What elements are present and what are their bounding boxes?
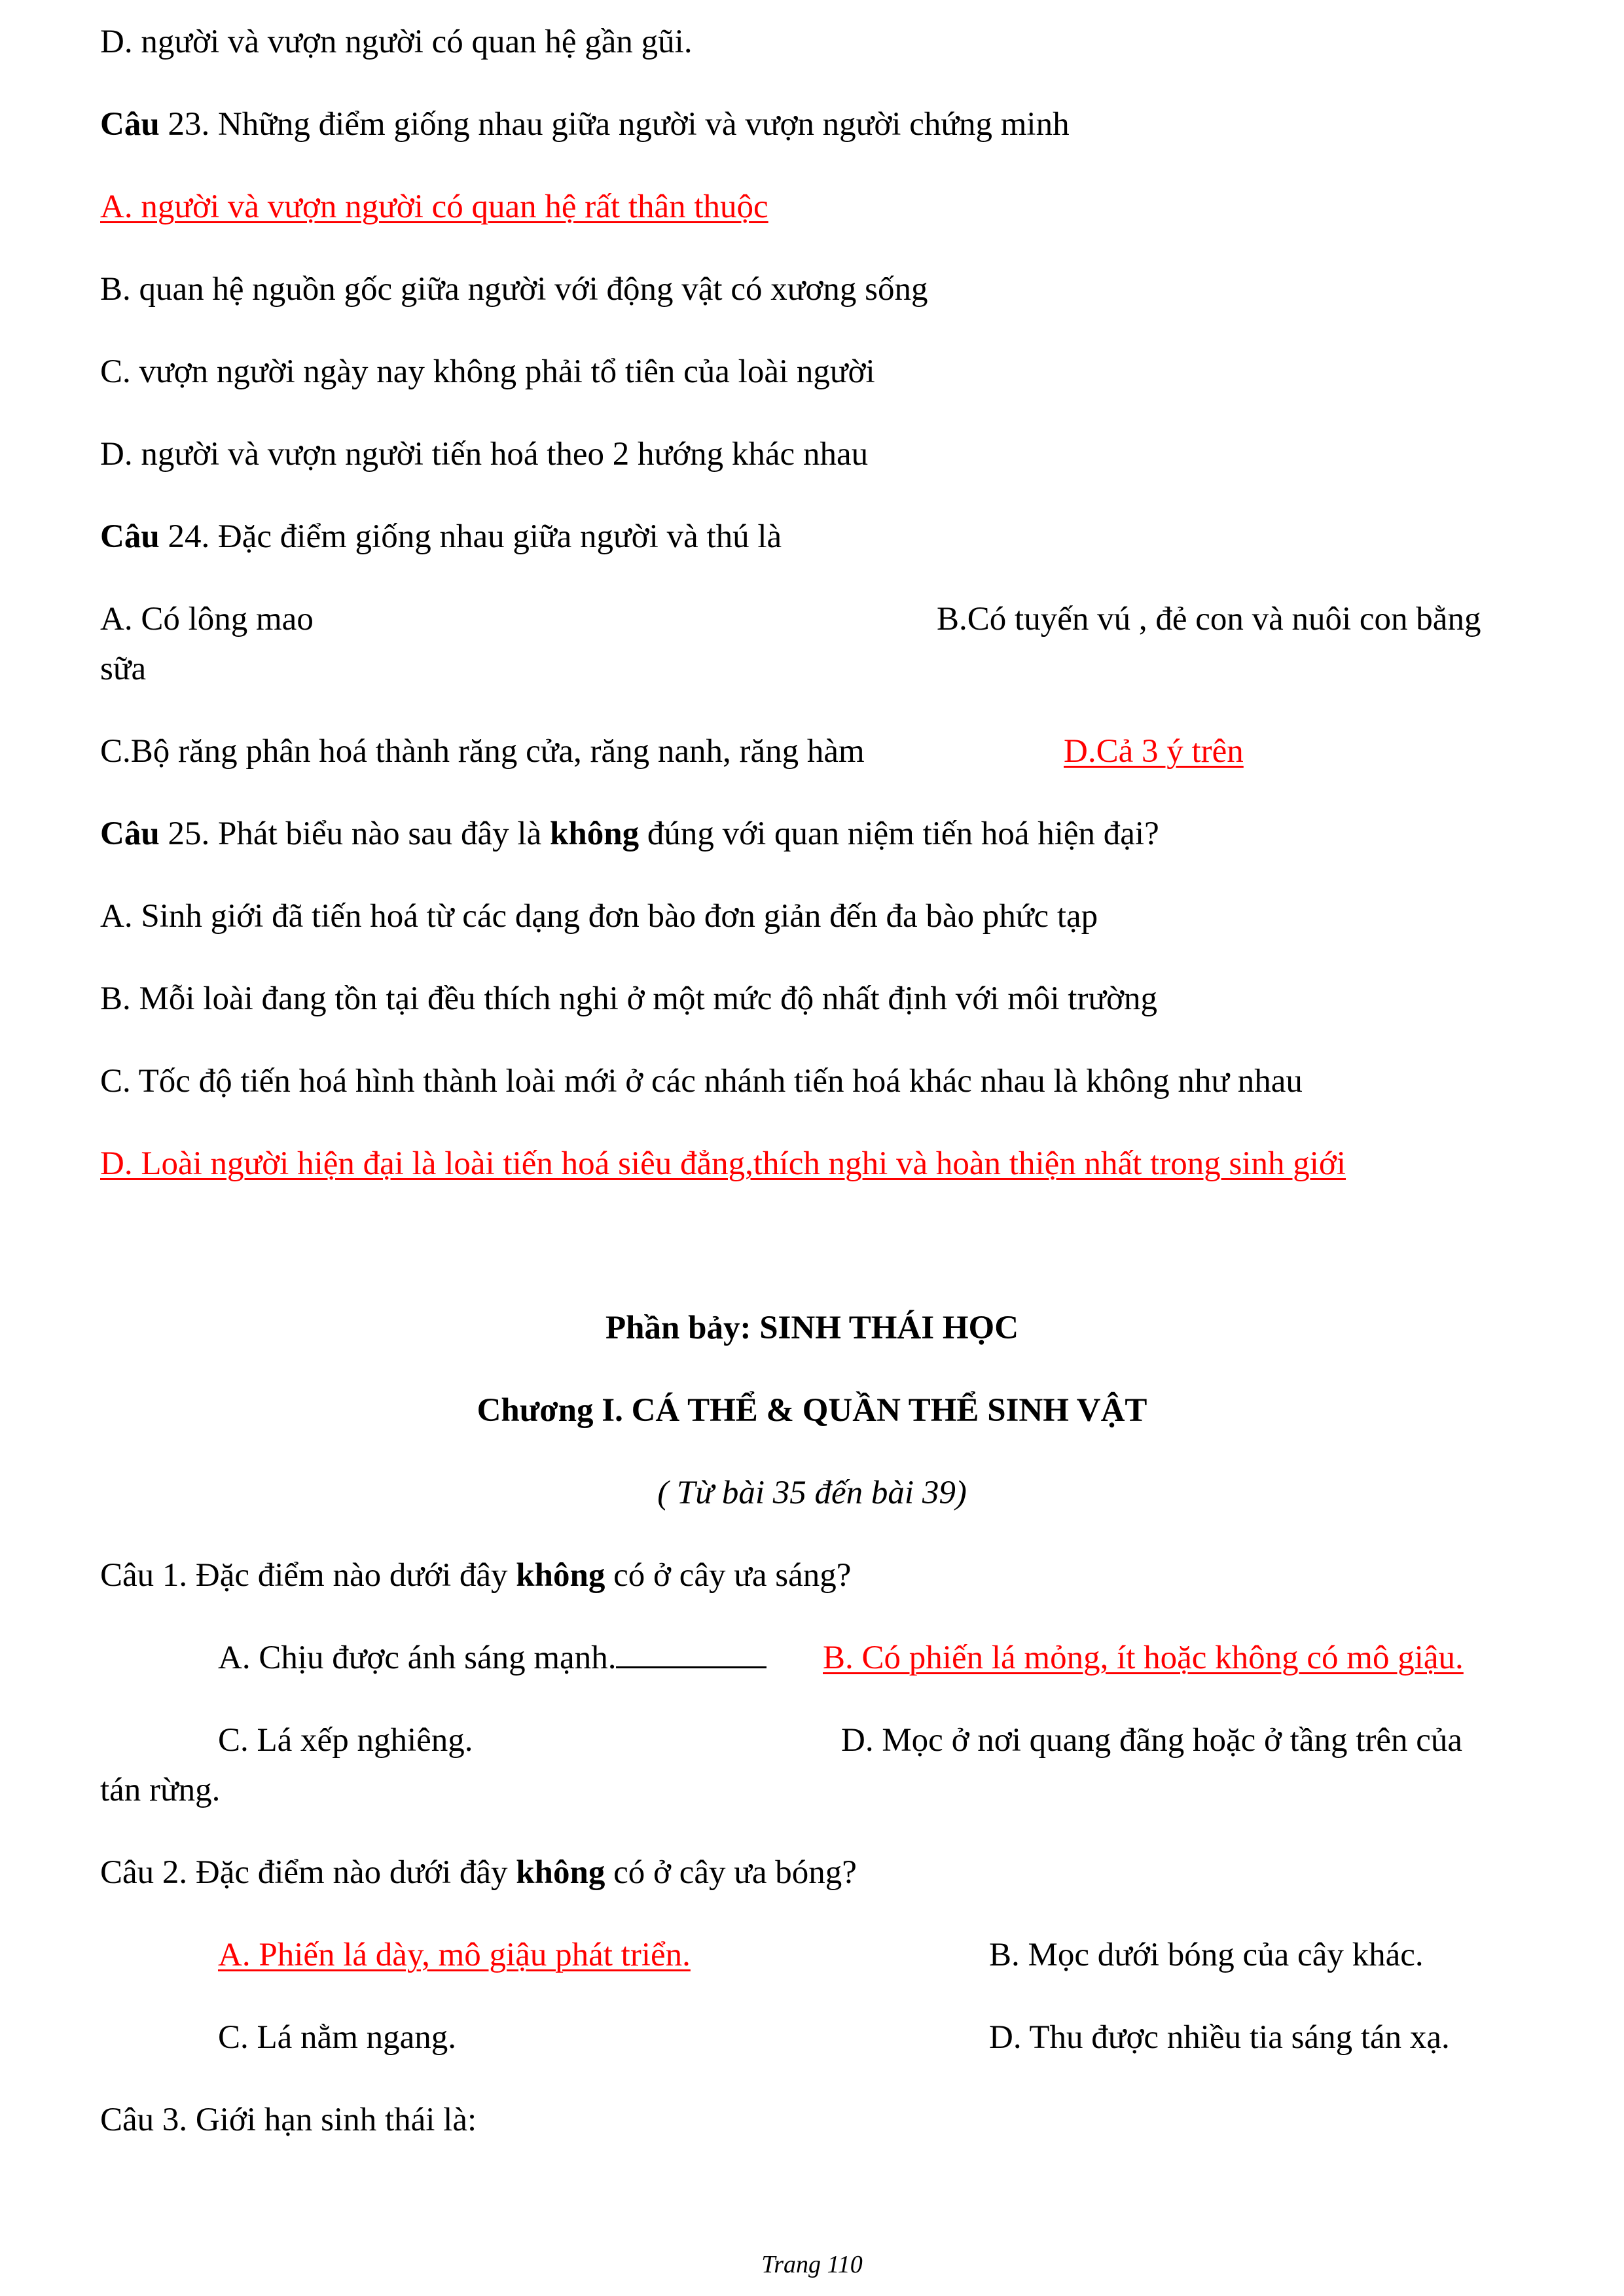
s1-text-before: Câu 1. Đặc điểm nào dưới đây [100,1557,516,1594]
s2-text-before: Câu 2. Đặc điểm nào dưới đây [100,1854,516,1891]
q24-question [100,517,782,556]
q23-option-d: D. người và vượn người tiến hoá theo 2 hướng khác nhau [100,436,869,473]
s2-text-after: có ở cây ưa bóng? [605,1854,857,1891]
q24-option-d-answer: D.Cả 3 ý trên [1064,733,1244,770]
q22-option-d: D. người và vượn người có quan hệ gần gũi. [100,24,693,60]
q25-text-after: đúng với quan niệm tiến hoá hiện đại? [639,816,1159,852]
s2-emphasis: không [516,1854,605,1891]
q25-question [100,814,1159,853]
q24-label: Câu [100,518,160,555]
q23-option-b: B. quan hệ nguồn gốc giữa người với động vật có xương sống [100,271,928,308]
q25-text-before: 25. Phát biểu nào sau đây là [159,816,550,852]
q25-option-d-answer: D. Loài người hiện đại là loài tiến hoá siêu đẳng,thích nghi và hoàn thiện nhất trong sinh giới [100,1145,1346,1182]
q23-option-a-answer: A. người và vượn người có quan hệ rất thân thuộc [100,188,768,225]
q23-label: Câu [100,106,160,143]
q23-option-c: C. vượn người ngày nay không phải tổ tiên của loài người [100,353,875,390]
q24-option-a: A. Có lông mao [100,601,314,637]
s1-option-b-answer: B. Có phiến lá mỏng, ít hoặc không có mô giậu. [823,1640,1464,1676]
s3-question: Câu 3. Giới hạn sinh thái là: [100,2102,477,2138]
q24-option-c: C.Bộ răng phân hoá thành răng cửa, răng nanh, răng hàm [100,733,865,770]
part-heading: Phần bảy: SINH THÁI HỌC [605,1310,1019,1346]
s1-text-after: có ở cây ưa sáng? [605,1557,852,1594]
q25-option-a: A. Sinh giới đã tiến hoá từ các dạng đơn bào đơn giản đến đa bào phức tạp [100,898,1098,935]
s2-option-c: C. Lá nằm ngang. [218,2019,456,2056]
s1-option-a [218,1638,767,1677]
lesson-range: ( Từ bài 35 đến bài 39) [657,1475,967,1511]
q25-emphasis: không [550,816,640,852]
s1-question [100,1556,851,1595]
s1-emphasis: không [516,1557,605,1594]
s1-option-c: C. Lá xếp nghiêng. [218,1722,473,1759]
q25-label: Câu [100,816,160,852]
q24-text: 24. Đặc điểm giống nhau giữa người và thú là [159,518,782,555]
q24-option-b-continued: sữa [100,651,147,687]
page-number: Trang 110 [761,2251,863,2278]
q23-question [100,105,1070,144]
s1-option-a-text: A. Chịu được ánh sáng mạnh. [218,1640,617,1676]
s2-question [100,1853,857,1892]
fill-blank [616,1640,767,1668]
s1-option-d: D. Mọc ở nơi quang đãng hoặc ở tầng trên của [841,1722,1463,1759]
q23-text: 23. Những điểm giống nhau giữa người và vượn người chứng minh [159,106,1070,143]
s2-option-d: D. Thu được nhiều tia sáng tán xạ. [989,2019,1450,2056]
q25-option-c: C. Tốc độ tiến hoá hình thành loài mới ở các nhánh tiến hoá khác nhau là không như nhau [100,1063,1303,1100]
q24-option-b: B.Có tuyến vú , đẻ con và nuôi con bằng [937,601,1481,637]
s2-option-b: B. Mọc dưới bóng của cây khác. [989,1937,1424,1973]
chapter-heading: Chương I. CÁ THỂ & QUẦN THỂ SINH VẬT [477,1392,1147,1429]
q25-option-b: B. Mỗi loài đang tồn tại đều thích nghi ở một mức độ nhất định với môi trường [100,980,1158,1017]
s1-option-d-continued: tán rừng. [100,1772,221,1808]
s2-option-a-answer: A. Phiến lá dày, mô giậu phát triển. [218,1937,691,1973]
